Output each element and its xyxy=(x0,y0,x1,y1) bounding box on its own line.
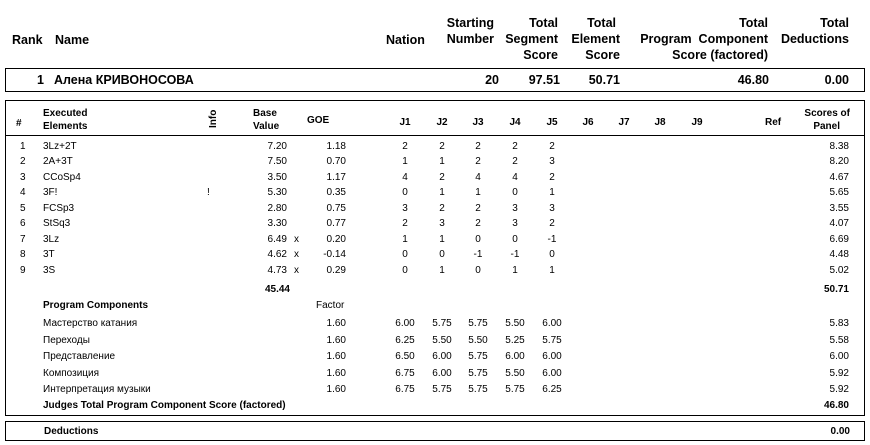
judge-score: 4 xyxy=(402,172,408,183)
judge-score: 2 xyxy=(512,141,518,152)
judge-score: 2 xyxy=(549,141,555,152)
element-code: 3T xyxy=(43,249,55,260)
segment-score-value: 97.51 xyxy=(528,73,560,87)
judge-score: 2 xyxy=(439,172,445,183)
col-panel-header-line2: Panel xyxy=(813,121,840,132)
element-code: StSq3 xyxy=(43,218,71,229)
component-judge-score: 6.00 xyxy=(432,368,452,379)
component-name: Композиция xyxy=(43,368,100,379)
judge-score: 1 xyxy=(402,156,408,167)
judge-score: 2 xyxy=(475,218,481,229)
judge-score: 2 xyxy=(475,156,481,167)
judges-total-value: 46.80 xyxy=(823,400,849,411)
component-factor: 1.60 xyxy=(326,335,346,346)
element-panel-score: 4.67 xyxy=(829,172,849,183)
component-judge-score: 6.00 xyxy=(542,318,562,329)
component-panel-score: 5.92 xyxy=(829,384,849,395)
judge-score: -1 xyxy=(473,249,483,260)
element-base-value: 4.73 xyxy=(267,265,287,276)
component-factor: 1.60 xyxy=(326,384,346,395)
col-j9-header: J9 xyxy=(691,117,703,128)
col-j5-header: J5 xyxy=(546,117,558,128)
component-judge-score: 5.25 xyxy=(505,335,525,346)
element-late-marker: x xyxy=(294,265,299,276)
elements-panel-total: 50.71 xyxy=(823,284,849,295)
component-judge-score: 5.75 xyxy=(432,384,452,395)
element-number: 2 xyxy=(20,156,26,167)
program-score-header-line2: Program Component xyxy=(640,32,768,46)
component-judge-score: 5.75 xyxy=(432,318,452,329)
element-number: 3 xyxy=(20,172,26,183)
element-panel-score: 3.55 xyxy=(829,203,849,214)
element-goe: 0.75 xyxy=(326,203,346,214)
element-base-value: 4.62 xyxy=(267,249,287,260)
element-number: 1 xyxy=(20,141,26,152)
element-score-header-line2: Element xyxy=(571,32,620,46)
component-judge-score: 5.75 xyxy=(468,351,488,362)
element-number: 9 xyxy=(20,265,26,276)
factor-header: Factor xyxy=(316,300,345,311)
component-name: Интерпретация музыки xyxy=(43,384,151,395)
element-number: 8 xyxy=(20,249,26,260)
program-score-header-line1: Total xyxy=(739,16,768,30)
judges-total-label: Judges Total Program Component Score (factored) xyxy=(43,400,286,411)
element-base-value: 6.49 xyxy=(267,234,287,245)
element-info: ! xyxy=(207,187,210,198)
judge-score: 2 xyxy=(402,218,408,229)
component-factor: 1.60 xyxy=(326,368,346,379)
element-number: 7 xyxy=(20,234,26,245)
component-judge-score: 6.25 xyxy=(542,384,562,395)
element-goe: 0.29 xyxy=(326,265,346,276)
starting-number-value: 20 xyxy=(485,73,499,87)
element-base-value: 5.30 xyxy=(267,187,287,198)
judge-score: 2 xyxy=(549,172,555,183)
judge-score: 0 xyxy=(475,234,481,245)
element-code: 2A+3T xyxy=(43,156,73,167)
judge-score: 4 xyxy=(512,172,518,183)
judge-score: 2 xyxy=(549,218,555,229)
judge-score: 1 xyxy=(512,265,518,276)
element-score-value: 50.71 xyxy=(588,73,620,87)
component-judge-score: 5.75 xyxy=(505,384,525,395)
col-executed-header-line1: Executed xyxy=(43,108,88,119)
component-judge-score: 6.00 xyxy=(542,368,562,379)
col-j1-header: J1 xyxy=(399,117,411,128)
deductions-value: 0.00 xyxy=(824,73,849,87)
judge-score: 3 xyxy=(549,156,555,167)
element-panel-score: 4.48 xyxy=(829,249,849,260)
col-base-header-line1: Base xyxy=(253,108,277,119)
component-judge-score: 6.00 xyxy=(395,318,415,329)
element-base-value: 3.50 xyxy=(267,172,287,183)
judge-score: 1 xyxy=(549,265,555,276)
component-judge-score: 6.75 xyxy=(395,384,415,395)
component-panel-score: 6.00 xyxy=(829,351,849,362)
element-goe: 1.17 xyxy=(326,172,346,183)
judge-score: 0 xyxy=(475,265,481,276)
element-score-header-line1: Total xyxy=(587,16,616,30)
judge-score: 1 xyxy=(439,234,445,245)
judge-score: 1 xyxy=(439,265,445,276)
judge-score: 0 xyxy=(512,187,518,198)
element-number: 6 xyxy=(20,218,26,229)
element-base-value: 7.20 xyxy=(267,141,287,152)
judge-score: 1 xyxy=(549,187,555,198)
deductions-label: Deductions xyxy=(44,426,99,437)
starting-number-header-line2: Number xyxy=(446,32,494,46)
component-judge-score: 5.75 xyxy=(468,368,488,379)
judge-score: 1 xyxy=(475,187,481,198)
nation-header: Nation xyxy=(386,33,425,47)
judge-score: 2 xyxy=(439,141,445,152)
deductions-row xyxy=(5,421,865,441)
element-panel-score: 8.38 xyxy=(829,141,849,152)
col-goe-header: GOE xyxy=(307,115,330,126)
col-j7-header: J7 xyxy=(618,117,630,128)
component-name: Представление xyxy=(43,351,116,362)
col-num-header: # xyxy=(16,118,22,129)
col-j2-header: J2 xyxy=(436,117,448,128)
component-factor: 1.60 xyxy=(326,318,346,329)
element-base-value: 3.30 xyxy=(267,218,287,229)
col-j8-header: J8 xyxy=(654,117,666,128)
judge-score: 3 xyxy=(439,218,445,229)
program-score-header-line3: Score (factored) xyxy=(672,48,768,62)
col-j4-header: J4 xyxy=(509,117,521,128)
element-code: 3S xyxy=(43,265,56,276)
judge-score: 3 xyxy=(512,218,518,229)
judge-score: 3 xyxy=(512,203,518,214)
component-judge-score: 6.75 xyxy=(395,368,415,379)
component-name: Переходы xyxy=(43,335,90,346)
col-base-header-line2: Value xyxy=(253,121,280,132)
judge-score: 2 xyxy=(475,141,481,152)
col-j6-header: J6 xyxy=(582,117,594,128)
col-ref-header: Ref xyxy=(765,117,782,128)
name-header: Name xyxy=(55,33,90,47)
judge-score: 3 xyxy=(549,203,555,214)
segment-score-header-line3: Score xyxy=(523,48,558,62)
element-number: 4 xyxy=(20,187,26,198)
skater-name: Алена КРИВОНОСОВА xyxy=(54,73,194,87)
element-base-value: 7.50 xyxy=(267,156,287,167)
judge-score: 2 xyxy=(475,203,481,214)
judge-score: 1 xyxy=(439,187,445,198)
component-judge-score: 5.75 xyxy=(542,335,562,346)
starting-number-header-line1: Starting xyxy=(446,16,494,30)
program-score-value: 46.80 xyxy=(737,73,769,87)
component-name: Мастерство катания xyxy=(43,318,138,329)
deductions-total-value: 0.00 xyxy=(830,426,850,437)
element-base-value: 2.80 xyxy=(267,203,287,214)
element-code: 3Lz xyxy=(43,234,60,245)
component-judge-score: 6.50 xyxy=(395,351,415,362)
base-value-total: 45.44 xyxy=(264,284,290,295)
element-panel-score: 8.20 xyxy=(829,156,849,167)
component-judge-score: 5.75 xyxy=(468,384,488,395)
header-divider xyxy=(5,135,865,136)
judge-score: -1 xyxy=(547,234,557,245)
component-judge-score: 5.75 xyxy=(468,318,488,329)
element-goe: 0.35 xyxy=(326,187,346,198)
judge-score: 3 xyxy=(402,203,408,214)
element-goe: -0.14 xyxy=(323,249,346,260)
component-factor: 1.60 xyxy=(326,351,346,362)
judge-score: 0 xyxy=(439,249,445,260)
col-info-header: Info xyxy=(208,109,219,128)
judge-score: 0 xyxy=(402,249,408,260)
rank-value: 1 xyxy=(37,73,44,87)
component-judge-score: 6.25 xyxy=(395,335,415,346)
element-code: 3Lz+2T xyxy=(43,141,77,152)
judge-score: 2 xyxy=(512,156,518,167)
element-number: 5 xyxy=(20,203,26,214)
judge-score: -1 xyxy=(510,249,520,260)
element-panel-score: 5.02 xyxy=(829,265,849,276)
element-score-header-line3: Score xyxy=(585,48,620,62)
element-panel-score: 6.69 xyxy=(829,234,849,245)
element-goe: 1.18 xyxy=(326,141,346,152)
component-panel-score: 5.83 xyxy=(829,318,849,329)
element-panel-score: 4.07 xyxy=(829,218,849,229)
judge-score: 1 xyxy=(402,234,408,245)
component-judge-score: 6.00 xyxy=(432,351,452,362)
component-judge-score: 6.00 xyxy=(505,351,525,362)
col-executed-header-line2: Elements xyxy=(43,121,88,132)
component-judge-score: 5.50 xyxy=(468,335,488,346)
element-code: FCSp3 xyxy=(43,203,75,214)
rank-header: Rank xyxy=(12,33,43,47)
component-judge-score: 5.50 xyxy=(505,368,525,379)
judge-score: 2 xyxy=(402,141,408,152)
program-components-title: Program Components xyxy=(43,300,149,311)
component-panel-score: 5.92 xyxy=(829,368,849,379)
deductions-header-line2: Deductions xyxy=(780,32,849,46)
segment-score-header-line1: Total xyxy=(529,16,558,30)
component-panel-score: 5.58 xyxy=(829,335,849,346)
component-judge-score: 6.00 xyxy=(542,351,562,362)
summary-row xyxy=(5,68,865,92)
element-goe: 0.77 xyxy=(326,218,346,229)
component-judge-score: 5.50 xyxy=(505,318,525,329)
element-goe: 0.70 xyxy=(326,156,346,167)
element-code: CCoSp4 xyxy=(43,172,81,183)
judge-score: 2 xyxy=(439,203,445,214)
segment-score-header-line2: Segment xyxy=(505,32,558,46)
judge-score: 0 xyxy=(549,249,555,260)
element-goe: 0.20 xyxy=(326,234,346,245)
element-late-marker: x xyxy=(294,234,299,245)
element-late-marker: x xyxy=(294,249,299,260)
element-code: 3F! xyxy=(43,187,58,198)
judge-score: 0 xyxy=(402,187,408,198)
element-panel-score: 5.65 xyxy=(829,187,849,198)
component-judge-score: 5.50 xyxy=(432,335,452,346)
col-panel-header-line1: Scores of xyxy=(804,108,850,119)
judge-score: 4 xyxy=(475,172,481,183)
judge-score: 0 xyxy=(402,265,408,276)
deductions-header-line1: Total xyxy=(820,16,849,30)
judge-score: 0 xyxy=(512,234,518,245)
col-j3-header: J3 xyxy=(472,117,484,128)
judge-score: 1 xyxy=(439,156,445,167)
